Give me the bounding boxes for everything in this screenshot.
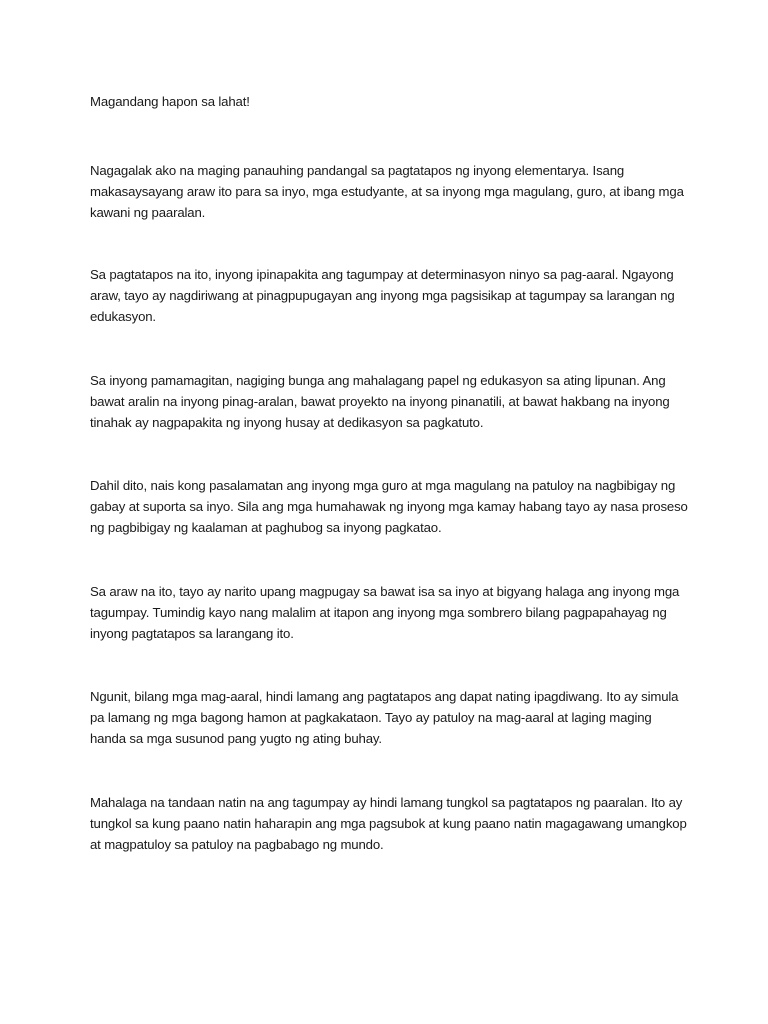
paragraph: Dahil dito, nais kong pasalamatan ang inyong mga guro at mga magulang na patuloy na nagbibigay ng gabay at suporta sa inyo. Sila ang mga humahawak ng inyong mga kamay habang tayo ay nasa proseso ng pagbibigay ng kaalaman at paghubog sa inyong pagkatao. [90,478,688,535]
greeting-text: Magandang hapon sa lahat! [90,94,250,109]
paragraph: Sa pagtatapos na ito, inyong ipinapakita ang tagumpay at determinasyon ninyo sa pag-aaral. Ngayong araw, tayo ay nagdiriwang at pinagpupugayan ang inyong mga pagsisikap at tagumpay sa larangan ng edukasyon. [90,267,675,324]
paragraph: Ngunit, bilang mga mag-aaral, hindi lamang ang pagtatapos ang dapat nating ipagdiwang. Ito ay simula pa lamang ng mga bagong hamon at pagkakataon. Tayo ay patuloy na mag-aaral at laging maging handa sa mga susunod pang yugto ng ating buhay. [90,689,679,746]
paragraph: Sa araw na ito, tayo ay narito upang magpugay sa bawat isa sa inyo at bigyang halaga ang inyong mga tagumpay. Tumindig kayo nang malalim at itapon ang inyong mga sombrero bilang pagpapahayag ng inyong pagtatapos sa larangang ito. [90,584,680,641]
paragraph: Mahalaga na tandaan natin na ang tagumpay ay hindi lamang tungkol sa pagtatapos ng paaralan. Ito ay tungkol sa kung paano natin haharapin ang mga pagsubok at kung paano natin magagawang umangkop at magpatuloy sa patuloy na pagbabago ng mundo. [90,795,687,852]
paragraph: Nagagalak ako na maging panauhing pandangal sa pagtatapos ng inyong elementarya. Isang makasaysayang araw ito para sa inyo, mga estudyante, at sa inyong mga magulang, guro, at ibang mga kawani ng paaralan. [90,163,684,220]
paragraph: Sa inyong pamamagitan, nagiging bunga ang mahalagang papel ng edukasyon sa ating lipunan. Ang bawat aralin na inyong pinag-aralan, bawat proyekto na inyong pinanatili, at bawat hakbang na inyong tinahak ay nagpapakita ng inyong husay at dedikasyon sa pagkatuto. [90,373,670,430]
